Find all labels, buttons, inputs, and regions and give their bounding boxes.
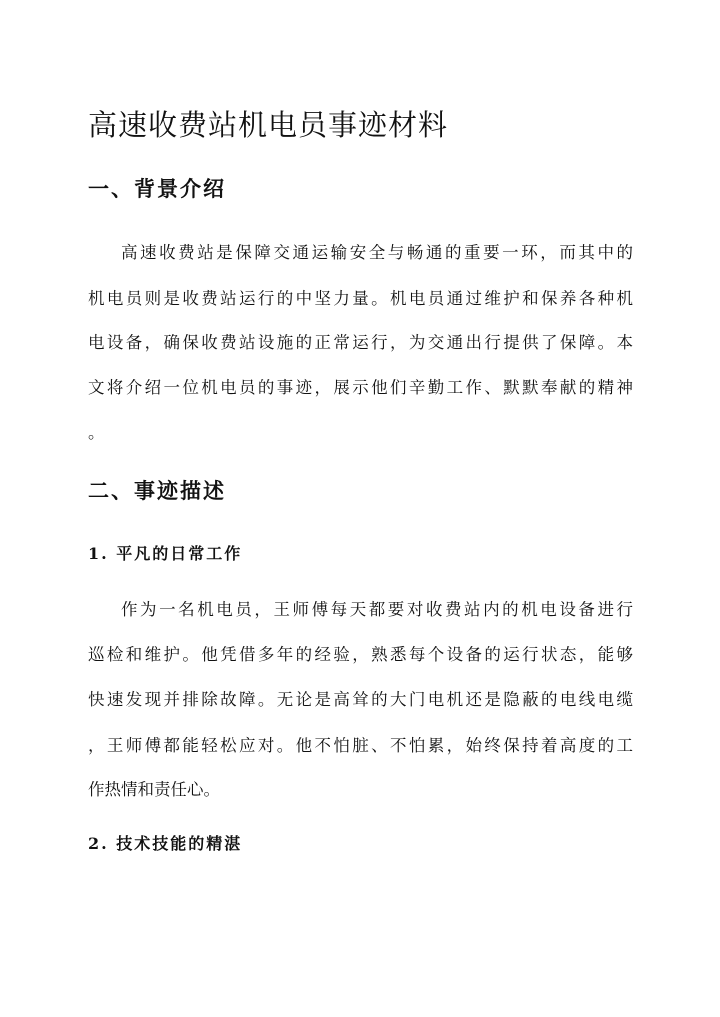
document-title: 高速收费站机电员事迹材料 — [88, 108, 449, 143]
paragraph-line: 机电员则是收费站运行的中坚力量。机电员通过维护和保养各种机 — [88, 289, 633, 308]
subsection-heading-technical-skills: 2. 技术技能的精湛 — [88, 834, 243, 853]
paragraph-line: ，王师傅都能轻松应对。他不怕脏、不怕累，始终保持着高度的工 — [88, 736, 633, 755]
paragraph-line: 电设备，确保收费站设施的正常运行，为交通出行提供了保障。本 — [88, 333, 633, 352]
paragraph-line: 快速发现并排除故障。无论是高耸的大门电机还是隐蔽的电线电缆 — [88, 690, 633, 709]
section-heading-deeds: 二、事迹描述 — [88, 478, 226, 503]
subsection-heading-daily-work: 1. 平凡的日常工作 — [88, 544, 243, 563]
paragraph-line: 作为一名机电员，王师傅每天都要对收费站内的机电设备进行 — [121, 600, 633, 619]
section-heading-background: 一、背景介绍 — [88, 176, 226, 201]
paragraph-line: 。 — [88, 423, 105, 442]
paragraph-line: 作热情和责任心。 — [88, 780, 220, 799]
paragraph-line: 巡检和维护。他凭借多年的经验，熟悉每个设备的运行状态，能够 — [88, 645, 633, 664]
paragraph-line: 文将介绍一位机电员的事迹，展示他们辛勤工作、默默奉献的精神 — [88, 378, 633, 397]
paragraph-line: 高速收费站是保障交通运输安全与畅通的重要一环，而其中的 — [121, 243, 633, 262]
